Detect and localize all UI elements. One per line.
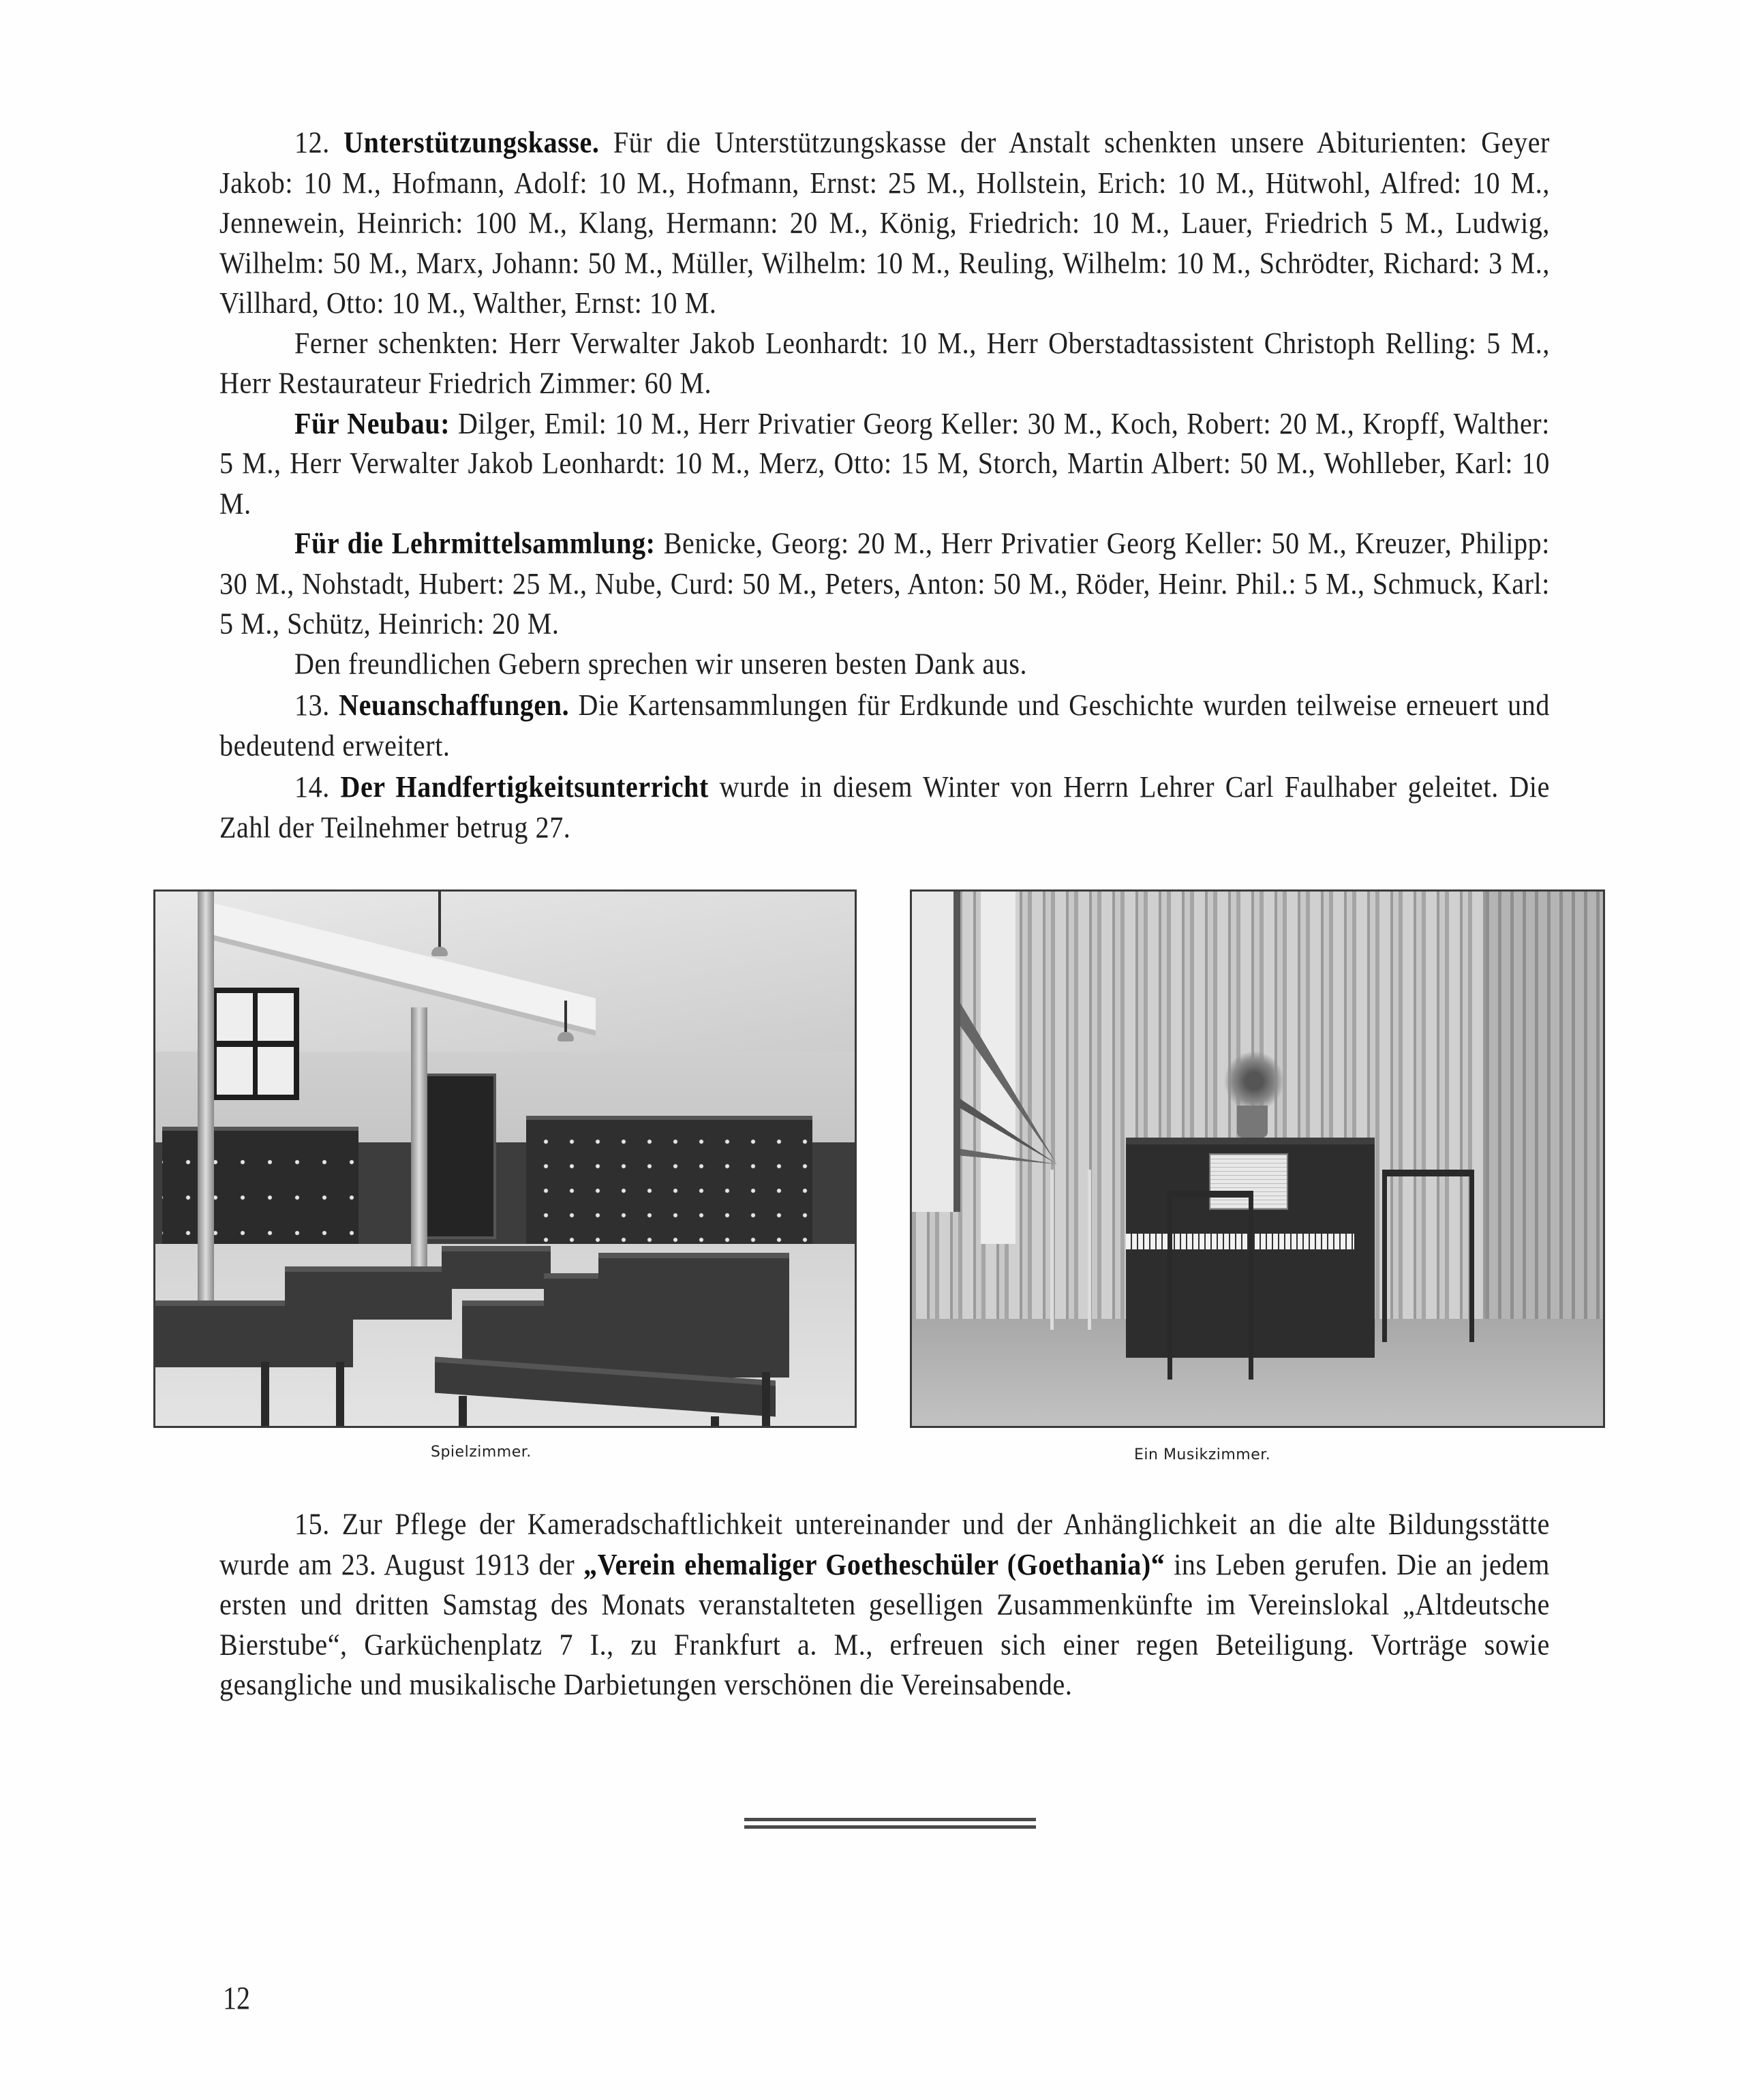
section-12-text: Für die Unterstützungskasse der Anstalt schenkten unsere Abiturienten: Geyer Jakob: 10 M., Hofmann, Adolf: 10 M., Hofmann, Ernst: 25 M., Hollstein, Erich: 10 M., Hütwohl, Alfred: 10 M., Jennewein, Heinrich: 100 M., Klang, Hermann: 20 M., König, Friedrich: 10 M., Lauer, Friedrich 5 M., Ludwig, Wilhelm: 50 M., Marx, Johann: 50 M., Müller, Wilhelm: 10 M., Reuling, Wilhelm: 10 M., Schrödter, Richard: 3 M., Villhard, Otto: 10 M., Walther, Ernst: 10 M. xyxy=(219,125,1550,320)
section-15-number: 15. xyxy=(294,1506,330,1541)
plant-stand xyxy=(1050,1170,1092,1330)
bench-leg xyxy=(711,1416,719,1428)
table-leg xyxy=(762,1372,770,1428)
section-15-text-before: Zur Pflege der Kameradschaftlichkeit untereinander und der Anhänglichkeit an die alte Bildungsstätte wurde am 23. August 1913 der xyxy=(219,1506,1550,1581)
section-12-paragraph xyxy=(219,123,1550,323)
table xyxy=(598,1253,789,1285)
table-leg xyxy=(336,1362,344,1428)
table xyxy=(442,1246,551,1289)
double-rule-bottom xyxy=(744,1825,1036,1829)
lehrmittel-label: Für die Lehrmittelsammlung: xyxy=(294,526,656,560)
bench-leg xyxy=(459,1396,467,1428)
lehrmittel-text: Benicke, Georg: 20 M., Herr Privatier Georg Keller: 50 M., Kreuzer, Philipp: 30 M., Nohstadt, Hubert: 25 M., Nube, Curd: 50 M., Peters, Anton: 50 M., Röder, Heinr. Phil.: 5 M., Schmuck, Karl: 5 M., Schütz, Heinrich: 20 M. xyxy=(219,526,1550,641)
upper-text-block xyxy=(219,123,1550,847)
thanks-paragraph: Den freundlichen Gebern sprechen wir unseren besten Dank aus. xyxy=(294,645,1028,681)
lehrmittel-paragraph xyxy=(219,523,1550,643)
door xyxy=(421,1074,497,1239)
hanging-lamp xyxy=(438,892,441,949)
chair xyxy=(1167,1191,1253,1380)
locker-cabinet-right xyxy=(526,1116,813,1259)
further-donors-paragraph: Ferner schenkten: Herr Verwalter Jakob Leonhardt: 10 M., Herr Oberstadtassistent Christoph Relling: 5 M., Herr Restaurateur Friedrich Zimmer: 60 M. xyxy=(219,325,1550,400)
section-13-text: Die Kartensammlungen für Erdkunde und Geschichte wurden teilweise erneuert und bedeutend erweitert. xyxy=(219,687,1550,762)
section-14-text: wurde in diesem Winter von Herrn Lehrer Carl Faulhaber geleitet. Die Zahl der Teilnehmer betrug 27. xyxy=(219,769,1550,844)
neubau-text: Dilger, Emil: 10 M., Herr Privatier Georg Keller: 30 M., Koch, Robert: 20 M., Kropff, Walther: 5 M., Herr Verwalter Jakob Leonhardt: 10 M., Merz, Otto: 15 M, Storch, Martin Albert: 50 M., Wohlleber, Karl: 10 M. xyxy=(219,405,1550,520)
section-14-heading: Der Handfertigkeitsunterricht xyxy=(340,769,709,804)
section-15-text-after: ins Leben gerufen. Die an jedem ersten und dritten Samstag des Monats veranstalteten geselligen Zusammenkünfte im Vereinslokal „Altdeutsche Bierstube“, Garküchenplatz 7 I., zu Frankfurt a. M., erfreuen sich einer regen Beteiligung. Vorträge sowie gesangliche und musikalische Darbietungen verschönen die Vereinsabende. xyxy=(219,1547,1550,1701)
pillar xyxy=(198,892,214,1362)
window xyxy=(912,892,960,1212)
chair xyxy=(1382,1170,1475,1342)
section-12-heading: Unterstützungskasse. xyxy=(344,125,600,159)
hanging-lamp xyxy=(564,1001,567,1035)
section-13-number: 13. xyxy=(294,687,330,722)
flower-pot xyxy=(1237,1106,1268,1138)
page-number: 12 xyxy=(223,1979,250,2017)
section-12-number: 12. xyxy=(294,125,330,159)
section-13-heading: Neuanschaffungen. xyxy=(339,687,570,722)
section-13-paragraph xyxy=(219,685,1550,765)
pillar xyxy=(411,1007,427,1266)
photo-frame xyxy=(153,889,857,1428)
photo-spielzimmer xyxy=(153,889,857,1428)
section-15-paragraph xyxy=(219,1504,1550,1705)
table-leg xyxy=(261,1362,269,1428)
section-14-paragraph xyxy=(219,767,1550,847)
neubau-label: Für Neubau: xyxy=(294,405,451,440)
table xyxy=(285,1266,452,1320)
club-name: „Verein ehemaliger Goetheschüler (Goethania)“ xyxy=(583,1547,1165,1581)
double-rule-top xyxy=(744,1818,1036,1821)
neubau-paragraph xyxy=(219,404,1550,523)
section-14-number: 14. xyxy=(294,769,330,804)
photo-frame xyxy=(910,889,1605,1428)
caption-spielzimmer: Spielzimmer. xyxy=(431,1444,532,1461)
flower-plant xyxy=(1223,1052,1285,1110)
window xyxy=(211,988,299,1100)
lower-text-block xyxy=(219,1504,1550,1705)
photo-musikzimmer xyxy=(910,889,1605,1428)
caption-musikzimmer: Ein Musikzimmer. xyxy=(1134,1446,1271,1463)
palm-plant xyxy=(960,982,1154,1164)
